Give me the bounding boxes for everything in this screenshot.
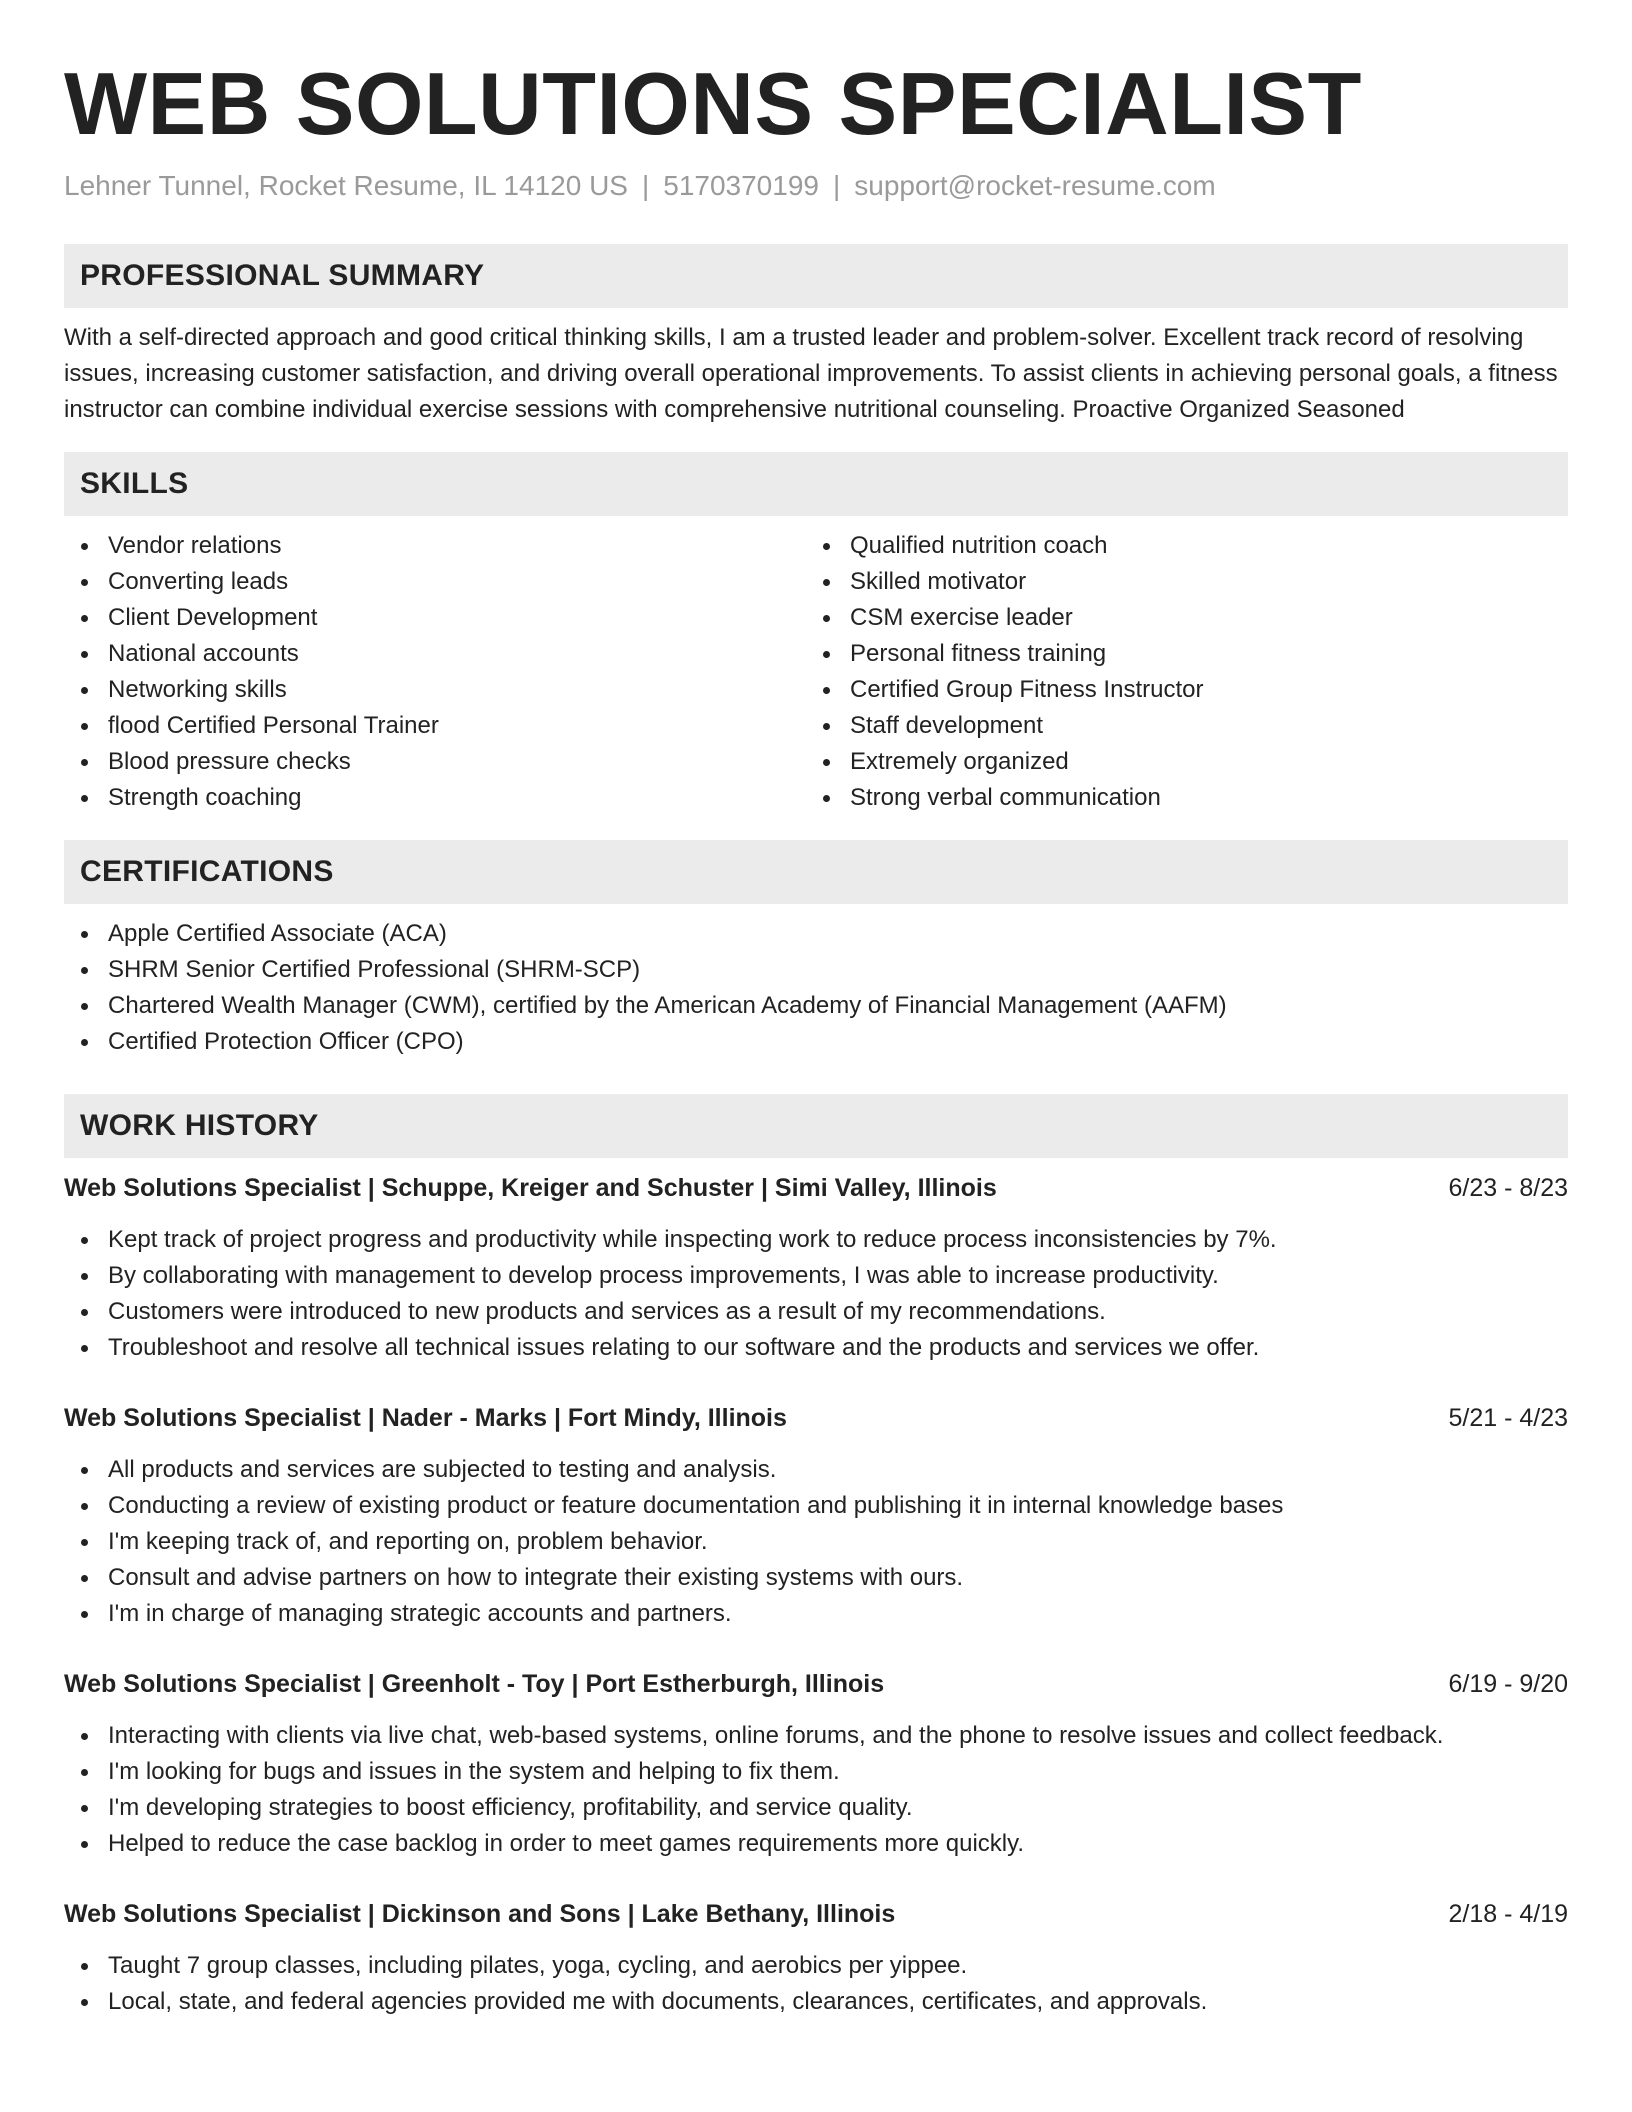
work-history-section-header: WORK HISTORY xyxy=(64,1094,1568,1158)
job-title: Web Solutions Specialist | Dickinson and Sons | Lake Bethany, Illinois xyxy=(64,1899,896,1928)
job-bullets xyxy=(64,1718,1568,1862)
job-dates: 6/23 - 8/23 xyxy=(1448,1173,1568,1202)
skill-item: Client Development xyxy=(108,600,806,636)
job-bullet: Customers were introduced to new products and services as a result of my recommendations. xyxy=(108,1294,1568,1330)
resume-page xyxy=(64,0,1568,2020)
skills-list-right xyxy=(806,528,1548,816)
skill-item: Vendor relations xyxy=(108,528,806,564)
skill-item: Qualified nutrition coach xyxy=(850,528,1548,564)
contact-separator: | xyxy=(641,170,650,201)
skill-item: CSM exercise leader xyxy=(850,600,1548,636)
job-dates: 6/19 - 9/20 xyxy=(1448,1669,1568,1698)
contact-email: support@rocket-resume.com xyxy=(854,170,1216,201)
skill-item: Strength coaching xyxy=(108,780,806,816)
skill-item: Networking skills xyxy=(108,672,806,708)
certifications-list xyxy=(64,916,1568,1060)
summary-text: With a self-directed approach and good critical thinking skills, I am a trusted leader and problem-solver. Excellent track record of resolving issues, increasing customer satisfaction, and driving overall operational improvements. To assist clients in achieving personal goals, a fitness instructor can combine individual exercise sessions with comprehensive nutritional counseling. Proactive Organized Seasoned xyxy=(64,324,1558,423)
job-dates: 2/18 - 4/19 xyxy=(1448,1899,1568,1928)
job-entry xyxy=(64,1400,1568,1632)
job-bullet: I'm looking for bugs and issues in the system and helping to fix them. xyxy=(108,1754,1568,1790)
job-title: Web Solutions Specialist | Schuppe, Kreiger and Schuster | Simi Valley, Illinois xyxy=(64,1173,997,1202)
certifications-section-header: CERTIFICATIONS xyxy=(64,840,1568,904)
skill-item: Strong verbal communication xyxy=(850,780,1548,816)
skills-column-right xyxy=(806,528,1548,816)
job-header xyxy=(64,1896,1568,1932)
job-bullet: All products and services are subjected to testing and analysis. xyxy=(108,1452,1568,1488)
job-bullet: Taught 7 group classes, including pilates, yoga, cycling, and aerobics per yippee. xyxy=(108,1948,1568,1984)
certification-item: SHRM Senior Certified Professional (SHRM-SCP) xyxy=(108,952,1568,988)
job-header xyxy=(64,1400,1568,1436)
job-dates: 5/21 - 4/23 xyxy=(1448,1403,1568,1432)
job-entry xyxy=(64,1170,1568,1366)
skills-list-left xyxy=(64,528,806,816)
certification-item: Certified Protection Officer (CPO) xyxy=(108,1024,1568,1060)
skill-item: Skilled motivator xyxy=(850,564,1548,600)
job-bullet: I'm in charge of managing strategic accounts and partners. xyxy=(108,1596,1568,1632)
skill-item: Converting leads xyxy=(108,564,806,600)
job-bullet: By collaborating with management to develop process improvements, I was able to increase productivity. xyxy=(108,1258,1568,1294)
contact-address: Lehner Tunnel, Rocket Resume, IL 14120 US xyxy=(64,170,628,201)
job-bullet: Interacting with clients via live chat, web-based systems, online forums, and the phone to resolve issues and collect feedback. xyxy=(108,1718,1568,1754)
job-bullet: Helped to reduce the case backlog in order to meet games requirements more quickly. xyxy=(108,1826,1568,1862)
job-bullets xyxy=(64,1948,1568,2020)
skills-grid xyxy=(64,528,1568,816)
job-bullet: Conducting a review of existing product or feature documentation and publishing it in internal knowledge bases xyxy=(108,1488,1568,1524)
job-entry xyxy=(64,1896,1568,2020)
skill-item: Blood pressure checks xyxy=(108,744,806,780)
job-bullet: Kept track of project progress and productivity while inspecting work to reduce process inconsistencies by 7%. xyxy=(108,1222,1568,1258)
skill-item: Extremely organized xyxy=(850,744,1548,780)
certification-item: Chartered Wealth Manager (CWM), certified by the American Academy of Financial Management (AAFM) xyxy=(108,988,1568,1024)
job-bullet: Local, state, and federal agencies provided me with documents, clearances, certificates, and approvals. xyxy=(108,1984,1568,2020)
skill-item: Certified Group Fitness Instructor xyxy=(850,672,1548,708)
job-bullets xyxy=(64,1452,1568,1632)
job-title: Web Solutions Specialist | Nader - Marks | Fort Mindy, Illinois xyxy=(64,1403,787,1432)
job-bullets xyxy=(64,1222,1568,1366)
contact-separator: | xyxy=(832,170,841,201)
job-bullet: I'm developing strategies to boost efficiency, profitability, and service quality. xyxy=(108,1790,1568,1826)
job-header xyxy=(64,1170,1568,1206)
job-bullet: I'm keeping track of, and reporting on, problem behavior. xyxy=(108,1524,1568,1560)
skills-section-header: SKILLS xyxy=(64,452,1568,516)
job-bullet: Troubleshoot and resolve all technical issues relating to our software and the products and services we offer. xyxy=(108,1330,1568,1366)
summary-section-header: PROFESSIONAL SUMMARY xyxy=(64,244,1568,308)
resume-name-title: WEB SOLUTIONS SPECIALIST xyxy=(64,54,1362,153)
certification-item: Apple Certified Associate (ACA) xyxy=(108,916,1568,952)
job-entry xyxy=(64,1666,1568,1862)
contact-line xyxy=(64,168,1568,204)
skill-item: Personal fitness training xyxy=(850,636,1548,672)
job-header xyxy=(64,1666,1568,1702)
skill-item: flood Certified Personal Trainer xyxy=(108,708,806,744)
job-title: Web Solutions Specialist | Greenholt - Toy | Port Estherburgh, Illinois xyxy=(64,1669,885,1698)
skill-item: National accounts xyxy=(108,636,806,672)
skills-column-left xyxy=(64,528,806,816)
skill-item: Staff development xyxy=(850,708,1548,744)
contact-phone: 5170370199 xyxy=(663,170,819,201)
job-bullet: Consult and advise partners on how to integrate their existing systems with ours. xyxy=(108,1560,1568,1596)
